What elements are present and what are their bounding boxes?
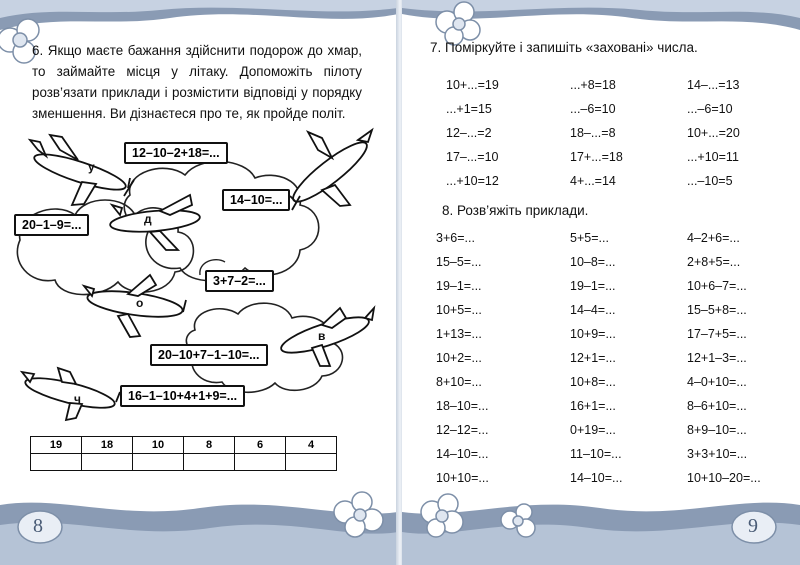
plane-letter-d: д [144,212,152,226]
airplane-icon [22,368,120,420]
task8-cell: 4–0+10=... [687,375,747,389]
answer-input-cell[interactable] [31,454,82,471]
task7-cell: 17+...=18 [570,150,623,164]
task8-cell: 11–10=... [570,447,622,461]
task7-cell: ...+1=15 [446,102,492,116]
task7-cell: 12–...=2 [446,126,492,140]
answer-header-cell: 10 [133,437,184,454]
plane-letter-o: о [136,296,144,310]
page-number-left: 8 [33,515,43,537]
task8-cell: 17–7+5=... [687,327,747,341]
task8-cell: 10+2=... [436,351,482,365]
task8-cell: 14–10=... [570,471,623,485]
task8-cell: 4–2+6=... [687,231,740,245]
task8-cell: 10+10=... [436,471,489,485]
answer-input-cell[interactable] [82,454,133,471]
task8-cell: 18–10=... [436,399,489,413]
task8-cell: 12+1=... [570,351,616,365]
answer-header-cell: 18 [82,437,133,454]
task8-cell: 8–6+10=... [687,399,747,413]
task8-cell: 15–5=... [436,255,482,269]
answer-table-answer-row [31,454,337,471]
expression-box-4[interactable]: 3+7–2=... [205,270,274,292]
expression-box-6[interactable]: 16–1–10+4+1+9=... [120,385,245,407]
task8-cell: 8+9–10=... [687,423,747,437]
task7-cell: ...–10=5 [687,174,733,188]
airplane-icon [84,275,186,337]
expression-box-3[interactable]: 20–1–9=... [14,214,89,236]
plane-letter-v: в [318,329,326,343]
task8-cell: 10+5=... [436,303,482,317]
task7-cell: ...–6=10 [570,102,616,116]
answer-input-cell[interactable] [133,454,184,471]
task8-cell: 3+6=... [436,231,475,245]
task6-text: 6. Якщо маєте бажання здійснити подорож до хмар, то займайте місця у літаку. Допоможіть пілоту розв’язати приклади і розмістити відповіді у порядку зменшення. Ви дізнаєтеся про те, як пройде політ. [32,43,362,121]
task8-cell: 19–1=... [570,279,616,293]
task8-cell: 10–8=... [570,255,616,269]
answer-table-header-row [31,437,337,454]
left-page [0,0,398,565]
task8-cell: 0+19=... [570,423,616,437]
answer-input-cell[interactable] [184,454,235,471]
task7-title: 7. Поміркуйте і запишіть «заховані» числа. [430,40,698,55]
task8-cell: 2+8+5=... [687,255,741,269]
flower-icon [421,494,463,537]
task8-title: 8. Розв’яжіть приклади. [442,203,589,218]
task7-cell: ...+8=18 [570,78,616,92]
task8-cell: 15–5+8=... [687,303,747,317]
answer-header-cell: 19 [31,437,82,454]
airplane-icon [30,135,134,205]
task8-cell: 3+3+10=... [687,447,748,461]
task7-cell: ...+10=11 [687,150,739,164]
task7-cell: 10+...=19 [446,78,499,92]
task7-cell: 10+...=20 [687,126,740,140]
answer-table [30,436,337,471]
task7-cell: ...–6=10 [687,102,733,116]
task8-cell: 19–1=... [436,279,482,293]
task7-cell: 4+...=14 [570,174,616,188]
airplane-icon [287,130,373,210]
task8-cell: 5+5=... [570,231,609,245]
right-page [402,0,800,565]
task8-cell: 1+13=... [436,327,482,341]
task8-cell: 10+6–7=... [687,279,747,293]
task8-cell: 10+9=... [570,327,616,341]
page-number-right: 9 [748,515,758,537]
answer-header-cell: 6 [235,437,286,454]
expression-box-1[interactable]: 12–10–2+18=... [124,142,228,164]
task7-cell: 17–...=10 [446,150,499,164]
answer-input-cell[interactable] [235,454,286,471]
task8-cell: 8+10=... [436,375,482,389]
task7-cell: 18–...=8 [570,126,616,140]
task8-cell: 16+1=... [570,399,616,413]
task8-cell: 14–4=... [570,303,616,317]
task7-cell: 14–...=13 [687,78,740,92]
task8-cell: 12–12=... [436,423,489,437]
answer-input-cell[interactable] [286,454,337,471]
answer-header-cell: 4 [286,437,337,454]
plane-letter-ch: ч [74,392,81,406]
task8-cell: 10+10–20=... [687,471,761,485]
answer-header-cell: 8 [184,437,235,454]
task7-cell: ...+10=12 [446,174,499,188]
task8-cell: 14–10=... [436,447,489,461]
expression-box-5[interactable]: 20–10+7–1–10=... [150,344,268,366]
plane-letter-u: у [88,160,95,174]
task8-cell: 10+8=... [570,375,616,389]
expression-box-2[interactable]: 14–10=... [222,189,290,211]
task8-cell: 12+1–3=... [687,351,747,365]
